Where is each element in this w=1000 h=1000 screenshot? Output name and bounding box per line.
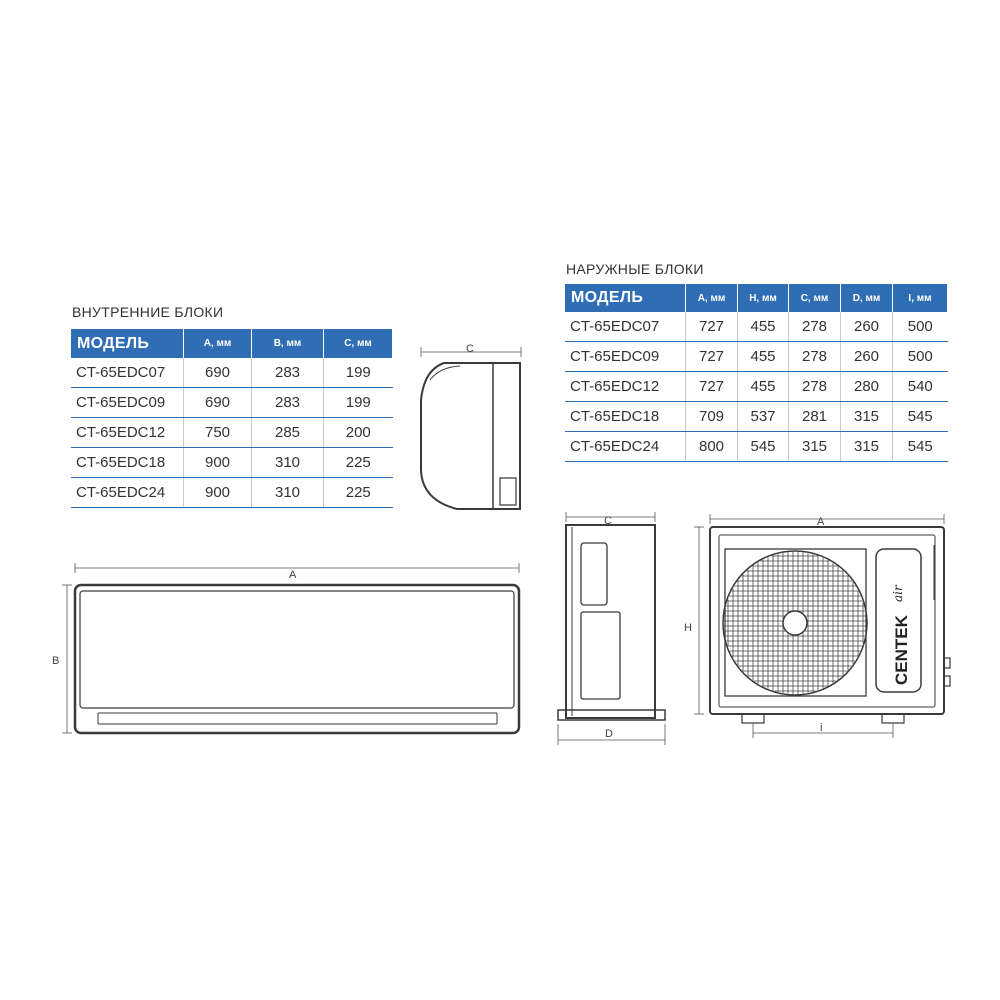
table-cell: CT-65EDC12: [565, 372, 686, 402]
table-cell: 545: [893, 432, 948, 462]
column-header: С, мм: [789, 284, 841, 312]
brand-logo-air: air: [891, 585, 905, 602]
table-cell: 310: [252, 478, 324, 508]
table-cell: 727: [686, 372, 738, 402]
table-cell: 283: [252, 388, 324, 418]
column-header: МОДЕЛЬ: [565, 284, 686, 312]
table-cell: CT-65EDC09: [565, 342, 686, 372]
column-header: В, мм: [252, 329, 324, 358]
indoor-front-dimension-a: [75, 563, 519, 573]
indoor-units-title: ВНУТРЕННИЕ БЛОКИ: [72, 304, 224, 320]
outdoor-front-dimension-i: [753, 723, 893, 738]
dimension-label-a: A: [817, 516, 825, 528]
table-cell: 278: [789, 342, 841, 372]
table-cell: 199: [324, 358, 393, 388]
outdoor-unit-side-view: [558, 525, 665, 720]
column-header: D, мм: [841, 284, 893, 312]
dimension-label-i: i: [820, 722, 823, 734]
dimension-label-d: D: [605, 728, 613, 740]
table-cell: 315: [841, 432, 893, 462]
table-cell: 500: [893, 342, 948, 372]
outdoor-units-title: НАРУЖНЫЕ БЛОКИ: [566, 261, 704, 277]
table-cell: 750: [184, 418, 252, 448]
indoor-front-dimension-b: [62, 585, 72, 733]
table-cell: 315: [789, 432, 841, 462]
table-cell: 545: [893, 402, 948, 432]
indoor-unit-front-view: [75, 585, 519, 733]
table-cell: 225: [324, 478, 393, 508]
table-cell: 800: [686, 432, 738, 462]
table-cell: 260: [841, 342, 893, 372]
table-cell: CT-65EDC07: [71, 358, 184, 388]
table-cell: 709: [686, 402, 738, 432]
table-cell: 727: [686, 312, 738, 342]
table-cell: 900: [184, 448, 252, 478]
outdoor-front-dimension-h: [694, 527, 704, 714]
table-cell: 283: [252, 358, 324, 388]
table-cell: 310: [252, 448, 324, 478]
outdoor-unit-front-view: [710, 527, 950, 723]
column-header: А, мм: [184, 329, 252, 358]
dimension-label-a: A: [289, 569, 297, 581]
table-cell: 455: [738, 312, 789, 342]
table-cell: 199: [324, 388, 393, 418]
table-cell: 225: [324, 448, 393, 478]
table-cell: 315: [841, 402, 893, 432]
table-cell: CT-65EDC24: [565, 432, 686, 462]
table-cell: 537: [738, 402, 789, 432]
table-cell: 690: [184, 388, 252, 418]
table-cell: 260: [841, 312, 893, 342]
table-cell: 727: [686, 342, 738, 372]
table-cell: 540: [893, 372, 948, 402]
table-cell: 500: [893, 312, 948, 342]
indoor-unit-side-view: [421, 363, 520, 509]
table-cell: CT-65EDC07: [565, 312, 686, 342]
table-cell: 455: [738, 372, 789, 402]
table-cell: 278: [789, 372, 841, 402]
outdoor-front-dimension-a: [710, 514, 944, 524]
table-cell: 285: [252, 418, 324, 448]
table-cell: CT-65EDC12: [71, 418, 184, 448]
table-cell: 278: [789, 312, 841, 342]
table-cell: 200: [324, 418, 393, 448]
table-cell: 455: [738, 342, 789, 372]
table-cell: CT-65EDC09: [71, 388, 184, 418]
column-header: МОДЕЛЬ: [71, 329, 184, 358]
column-header: Н, мм: [738, 284, 789, 312]
table-cell: 545: [738, 432, 789, 462]
table-cell: CT-65EDC18: [71, 448, 184, 478]
table-cell: 900: [184, 478, 252, 508]
brand-logo-centek: CENTEK: [892, 615, 911, 685]
table-cell: 281: [789, 402, 841, 432]
column-header: С, мм: [324, 329, 393, 358]
dimension-label-c: C: [466, 343, 474, 355]
table-cell: CT-65EDC24: [71, 478, 184, 508]
table-cell: 690: [184, 358, 252, 388]
column-header: А, мм: [686, 284, 738, 312]
dimension-label-c: C: [604, 515, 612, 527]
dimension-label-h: H: [684, 622, 692, 634]
table-cell: CT-65EDC18: [565, 402, 686, 432]
dimension-label-b: B: [52, 655, 60, 667]
table-cell: 280: [841, 372, 893, 402]
column-header: I, мм: [893, 284, 948, 312]
